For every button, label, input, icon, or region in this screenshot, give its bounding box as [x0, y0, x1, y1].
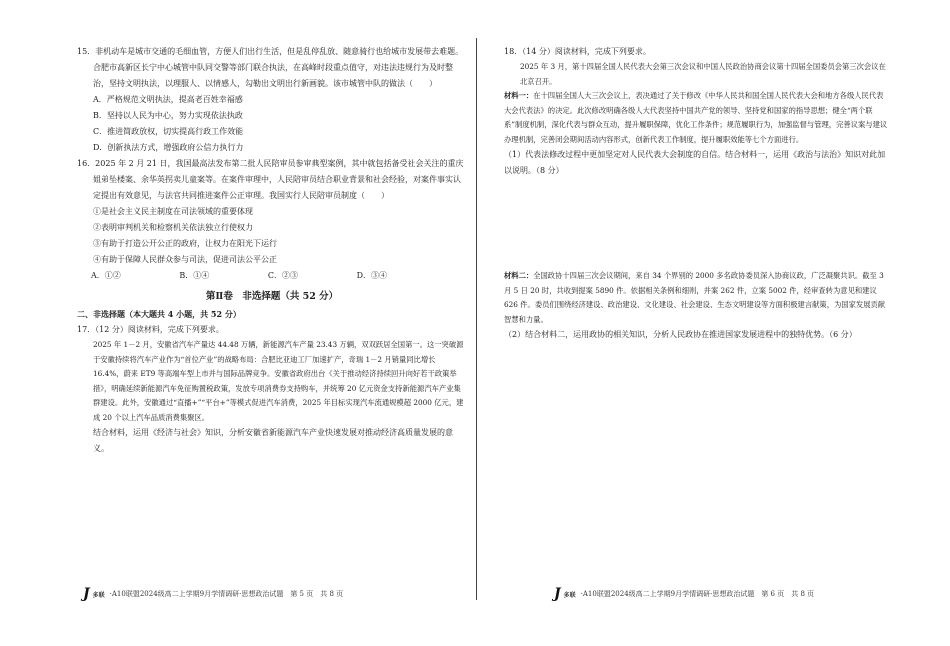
q16-item-4: ④有助于保障人民群众参与司法，促进司法公平公正 — [93, 255, 277, 264]
question-18 — [504, 44, 889, 343]
material-2-label: 材料二： — [504, 271, 534, 280]
question-15 — [77, 44, 467, 156]
q18-subquestion-2: （2）结合材料二，运用政协的相关知识，分析人民政协在推进国家发展进程中的独特优势。（6 分） — [504, 330, 857, 339]
q18-subquestion-1: （1）代表法修改过程中更加坚定对人民代表大会制度的自信。结合材料一，运用《政治与法治》知识对此加以说明。（8 分） — [504, 150, 886, 175]
question-17 — [77, 322, 467, 457]
right-column — [504, 44, 889, 343]
section-subtitle: 二、非选择题（本大题共 4 小题，共 52 分） — [77, 309, 241, 319]
q18-stem: 18．（14 分）阅读材料，完成下列要求。 — [504, 47, 651, 56]
q16-item-2: ②表明审判机关和检察机关依法独立行使权力 — [93, 223, 253, 232]
q15-option-a: A．严格规范文明执法，提高老百姓幸福感 — [93, 95, 243, 104]
right-page — [478, 0, 950, 646]
answer-space-1 — [504, 179, 889, 269]
material-1-text: 在十四届全国人大三次会议上，表决通过了关于修改《中华人民共和国全国人民代表大会和地方各级人民代表大会代表法》的决定。此次修改明确各级人大代表坚持中国共产党的领导、坚持党和国家的指导思想；健全“两个联系”制度机制，深化代表与群众互动，提升履职保障，优化工作条件；规范履职行为，加强监督与管理，完善议案与建议办理机制，完善闭会期间活动内容形式，创新代表工作制度，提升履职效能等七个方面进行。 — [504, 91, 888, 144]
section-title: 第Ⅱ卷 非选择题（共 52 分） — [205, 291, 339, 302]
q16-option-c: C．②③ — [267, 271, 298, 280]
q17-material: 2025 年 1－2 月，安徽省汽车产量达 44.48 万辆，新能源汽车产量 23.43 万辆，双双跃居全国第一。这一突破源于安徽持续将汽车产业作为“首位产业”的战略布局：合肥比亚迪工厂加速扩产，奇瑞 1－2 月销量同比增长 16.4%，蔚来 ET9 等高端车型上市并与国际品牌竞争。安徽省政府出台《关于推动经济持续回升向好若干政策举措》，明确延续新能源汽车免征购置税政策，发放专项消费券支持购车，并统筹 20 亿元资金支持新能源汽车产业集群建设。此外，安徽通过“直播+”“平台+”等模式促进汽车消费，2025 年目标实现汽车流通规模超 2000 亿元，建成 20 个以上汽车品质消费集聚区。 — [93, 340, 464, 422]
q16-item-1: ①是社会主义民主制度在司法领域的重要体现 — [93, 207, 253, 216]
material-1-label: 材料一： — [504, 91, 534, 100]
q16-stem: 16．2025 年 2 月 21 日，我国最高法发布第二批人民陪审员参审典型案例，其中就包括备受社会关注的重庆姐弟坠楼案、余华英拐卖儿童案等。在案件审理中，人民陪审员结合职业背景和社会经验，对案件事实认定提出有效意见，与法官共同推进案件公正审理。我国实行人民陪审员制度（ ） — [77, 159, 464, 200]
q17-stem: 17．（12 分）阅读材料，完成下列要求。 — [77, 325, 224, 334]
brand-logo: J — [83, 586, 90, 602]
material-2-text: 全国政协十四届三次会议期间，来自 34 个界别的 2000 多名政协委员深入协商议政，广泛凝聚共识。截至 3 月 5 日 20 时，共收到提案 5890 件。依据相关条例和细则，并案 262 件，立案 5002 件，经审查转为意见和建议 626 件。委员们围绕经济建设、政治建设、文化建设、社会建设、生态文明建设等方面积极建言献策，为国家发展贡献智慧和力量。 — [504, 271, 886, 324]
q15-option-d: D．创新执法方式，增强政府公信力执行力 — [93, 143, 244, 152]
footer-text: ·A10联盟2024级高二上学期9月学情调研·思想政治试题 第 6 页 共 8 页 — [580, 590, 815, 598]
question-16 — [77, 156, 467, 284]
q18-material-1 — [504, 89, 889, 147]
left-footer — [83, 586, 343, 602]
q16-option-b: B．①④ — [179, 271, 210, 280]
q15-option-c: C．推进简政放权，切实提高行政工作效能 — [93, 127, 244, 136]
q18-material-2 — [504, 269, 889, 327]
q15-option-b: B．坚持以人民为中心，努力实现依法执政 — [93, 111, 243, 120]
brand-logo-text: 多联 — [92, 591, 105, 599]
page-divider — [476, 38, 477, 600]
left-column — [77, 44, 467, 457]
q16-item-3: ③有助于打造公开公正的政府，让权力在阳光下运行 — [93, 239, 277, 248]
q16-option-d: D．③④ — [356, 271, 387, 280]
right-footer — [554, 586, 814, 602]
brand-logo: J — [554, 586, 561, 602]
brand-logo-text: 多联 — [563, 591, 576, 599]
q15-stem: 15．非机动车是城市交通的毛细血管，方便人们出行生活，但是乱停乱放、随意骑行也给城市发展带去难题。合肥市高新区长宁中心城管中队同交警等部门联合执法，在高峰时段重点值守，对违法违规行为及时整治，坚持文明执法，以理服人、以情感人，勾勒出文明出行新画貌。该市城管中队的做法（ ） — [77, 47, 464, 88]
q18-intro: 2025 年 3 月，第十四届全国人民代表大会第三次会议和中国人民政治协商会议第十四届全国委员会第三次会议在北京召开。 — [520, 62, 886, 86]
footer-text: ·A10联盟2024级高二上学期9月学情调研·思想政治试题 第 5 页 共 8 页 — [109, 590, 344, 598]
q17-question: 结合材料，运用《经济与社会》知识，分析安徽省新能源汽车产业快速发展对推动经济高质量发展的意义。 — [93, 428, 453, 453]
q16-option-a: A．①② — [91, 271, 121, 280]
q16-options — [77, 268, 467, 284]
